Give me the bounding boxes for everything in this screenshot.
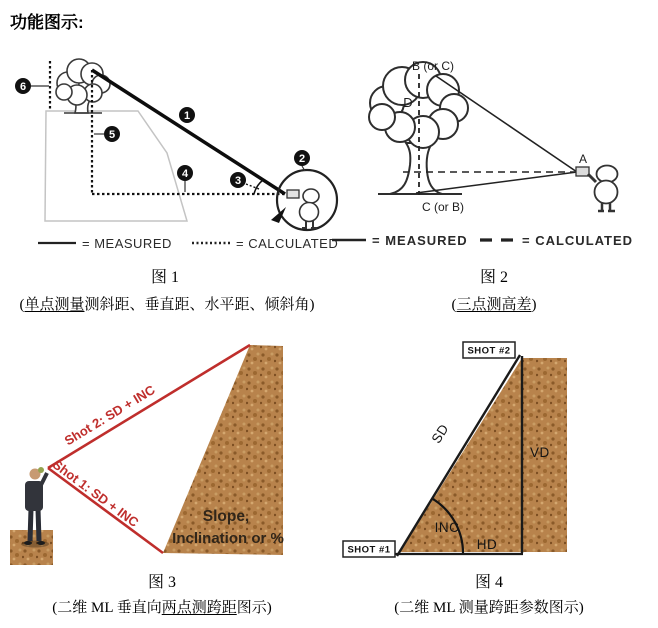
marker-3 (230, 172, 246, 188)
caption-prefix: ( (19, 297, 25, 313)
figure-2-diagram (330, 53, 658, 255)
slope-text-line2: Inclination or % (172, 530, 284, 547)
page-title: 功能图示: (10, 13, 84, 32)
shot1-label: Shot 1: SD + INC (49, 456, 142, 531)
point-a-label: A (578, 152, 588, 166)
shot1-line (48, 468, 163, 553)
figure-3-number: 图 3 (147, 574, 176, 591)
observer-person-icon (576, 166, 618, 212)
calculated-label: = CALCULATED (236, 236, 339, 251)
caption-suffix: ) (531, 297, 537, 313)
figure-2-number: 图 2 (479, 269, 508, 286)
figure-4-diagram (340, 337, 658, 565)
caption-prefix: ( (451, 297, 457, 313)
figure-4-caption (324, 596, 654, 617)
svg-text:1: 1 (183, 110, 191, 122)
figure-2-caption (330, 293, 658, 314)
slope-text-line1: Slope, (202, 508, 250, 525)
measured-label: = MEASURED (372, 233, 468, 248)
inc-label: INC (434, 520, 460, 535)
svg-text:3: 3 (234, 175, 242, 187)
caption-prefix: (二维 ML 测量跨距参数图示) (394, 600, 584, 616)
caption-underlined: 两点测跨距 (161, 600, 237, 616)
marker-4 (177, 165, 193, 192)
marker-2 (294, 150, 310, 171)
point-b-label: B (or C) (412, 59, 454, 73)
svg-text:5: 5 (108, 129, 116, 141)
caption-underlined: 三点测高差 (456, 297, 532, 313)
figure-3-caption (0, 596, 324, 617)
caption-suffix: 测斜距、垂直距、水平距、倾斜角) (84, 297, 315, 313)
calculated-label: = CALCULATED (522, 233, 634, 248)
hd-label: HD (476, 537, 498, 552)
caption-prefix: (二维 ML 垂直向 (52, 600, 162, 616)
figure-1-legend (38, 236, 338, 251)
figure-2-legend (332, 233, 633, 248)
shot2-label: Shot 2: SD + INC (61, 382, 158, 449)
marker-6 (15, 78, 49, 94)
sd-label: SD (428, 421, 452, 446)
figure-1-caption (0, 293, 334, 314)
shot2-tag (463, 342, 515, 358)
svg-text:2: 2 (298, 153, 306, 165)
caption-suffix: 图示) (236, 600, 272, 616)
marker-1 (179, 107, 195, 123)
point-c-label: C (or B) (422, 200, 464, 214)
figure-1-number: 图 1 (150, 269, 179, 286)
svg-text:6: 6 (19, 81, 27, 93)
point-d-label: D (403, 95, 413, 110)
figure-4-number: 图 4 (474, 574, 503, 591)
svg-text:4: 4 (181, 168, 189, 180)
figure-1-diagram (8, 53, 348, 255)
tree-icon (56, 59, 110, 113)
shot1-tag-label: SHOT #1 (347, 544, 391, 556)
shot1-tag (343, 541, 395, 557)
observer-person-icon (287, 189, 319, 228)
measured-label: = MEASURED (82, 236, 172, 251)
shot2-tag-label: SHOT #2 (467, 345, 511, 357)
vd-label: VD (530, 445, 550, 460)
figure-3-diagram (8, 337, 330, 567)
shot-to-bottom-line (416, 172, 577, 193)
caption-underlined: 单点测量 (24, 297, 85, 313)
